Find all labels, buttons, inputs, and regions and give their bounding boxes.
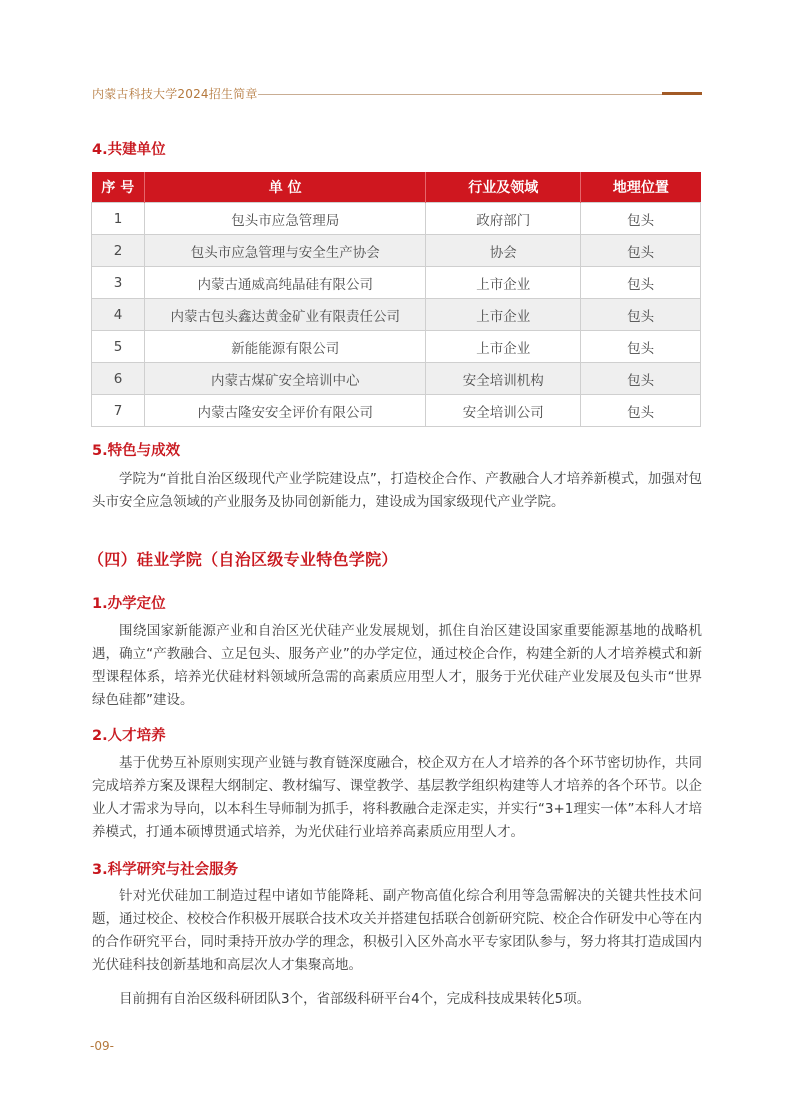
research-stats-paragraph: 目前拥有自治区级科研团队3个，省部级科研平台4个，完成科技成果转化5项。: [119, 991, 591, 1007]
cell-index: 5: [92, 331, 145, 363]
table-header-row: [92, 172, 701, 203]
cell-location: 包头: [581, 235, 701, 267]
cell-location: 包头: [581, 331, 701, 363]
features-paragraph: 学院为“首批自治区级现代产业学院建设点”，打造校企合作、产教融合人才培养新模式，加强对包头市安全应急领域的产业服务及协同创新能力，建设成为国家级现代产业学院。: [92, 471, 702, 510]
cell-industry: 政府部门: [426, 203, 581, 235]
cell-unit: 内蒙古隆安安全评价有限公司: [145, 395, 426, 427]
cell-unit: 包头市应急管理局: [145, 203, 426, 235]
cell-location: 包头: [581, 267, 701, 299]
cell-location: 包头: [581, 363, 701, 395]
table-row: [92, 363, 701, 395]
table-row: [92, 395, 701, 427]
cell-index: 1: [92, 203, 145, 235]
col-header-unit: 单 位: [145, 172, 426, 203]
college-title: （四）硅业学院（自治区级专业特色学院）: [88, 550, 398, 569]
cell-unit: 内蒙古包头鑫达黄金矿业有限责任公司: [145, 299, 426, 331]
cell-industry: 上市企业: [426, 331, 581, 363]
section-heading-partner-units: 4.共建单位: [92, 142, 166, 158]
cell-industry: 协会: [426, 235, 581, 267]
cell-location: 包头: [581, 203, 701, 235]
cell-index: 7: [92, 395, 145, 427]
cell-index: 2: [92, 235, 145, 267]
cell-industry: 上市企业: [426, 299, 581, 331]
cell-unit: 新能能源有限公司: [145, 331, 426, 363]
table-row: [92, 235, 701, 267]
talent-paragraph: 基于优势互补原则实现产业链与教育链深度融合，校企双方在人才培养的各个环节密切协作，共同完成培养方案及课程大纲制定、教材编写、课堂教学、基层教学组织构建等人才培养的各个环节。以企业人才需求为导向，以本科生导师制为抓手，将科教融合走深走实，并实行“3+1理实一体”本科人才培养模式，打通本硕博贯通式培养，为光伏硅行业培养高素质应用型人才。: [92, 755, 702, 840]
cell-location: 包头: [581, 299, 701, 331]
partner-units-table: [91, 172, 701, 427]
cell-unit: 内蒙古通威高纯晶硅有限公司: [145, 267, 426, 299]
cell-industry: 上市企业: [426, 267, 581, 299]
page-header: [92, 86, 702, 102]
table-row: [92, 267, 701, 299]
cell-unit: 包头市应急管理与安全生产协会: [145, 235, 426, 267]
table-row: [92, 203, 701, 235]
positioning-paragraph: 围绕国家新能源产业和自治区光伏硅产业发展规划，抓住自治区建设国家重要能源基地的战略机遇，确立“产教融合、立足包头、服务产业”的办学定位，通过校企合作，构建全新的人才培养模式和新型课程体系，培养光伏硅材料领域所急需的高素质应用型人才，服务于光伏硅产业发展及包头市“世界绿色硅都”建设。: [92, 623, 702, 708]
header-accent-bar: [662, 92, 702, 95]
table-row: [92, 331, 701, 363]
section-heading-research: 3.科学研究与社会服务: [92, 862, 239, 878]
cell-index: 4: [92, 299, 145, 331]
col-header-location: 地理位置: [581, 172, 701, 203]
section-heading-positioning: 1.办学定位: [92, 596, 166, 612]
header-divider: [258, 94, 702, 95]
table-row: [92, 299, 701, 331]
header-title: 内蒙古科技大学2024招生简章: [92, 87, 258, 101]
col-header-industry: 行业及领域: [426, 172, 581, 203]
section-heading-features: 5.特色与成效: [92, 443, 181, 459]
cell-unit: 内蒙古煤矿安全培训中心: [145, 363, 426, 395]
cell-industry: 安全培训机构: [426, 363, 581, 395]
cell-index: 6: [92, 363, 145, 395]
research-paragraph: 针对光伏硅加工制造过程中诸如节能降耗、副产物高值化综合利用等急需解决的关键共性技术问题，通过校企、校校合作积极开展联合技术攻关并搭建包括联合创新研究院、校企合作研发中心等在内的合作研究平台，同时秉持开放办学的理念，积极引入区外高水平专家团队参与，努力将其打造成国内光伏硅科技创新基地和高层次人才集聚高地。: [92, 888, 702, 973]
page-number: -09-: [90, 1039, 114, 1053]
cell-index: 3: [92, 267, 145, 299]
cell-industry: 安全培训公司: [426, 395, 581, 427]
cell-location: 包头: [581, 395, 701, 427]
col-header-index: 序 号: [92, 172, 145, 203]
section-heading-talent: 2.人才培养: [92, 728, 166, 744]
